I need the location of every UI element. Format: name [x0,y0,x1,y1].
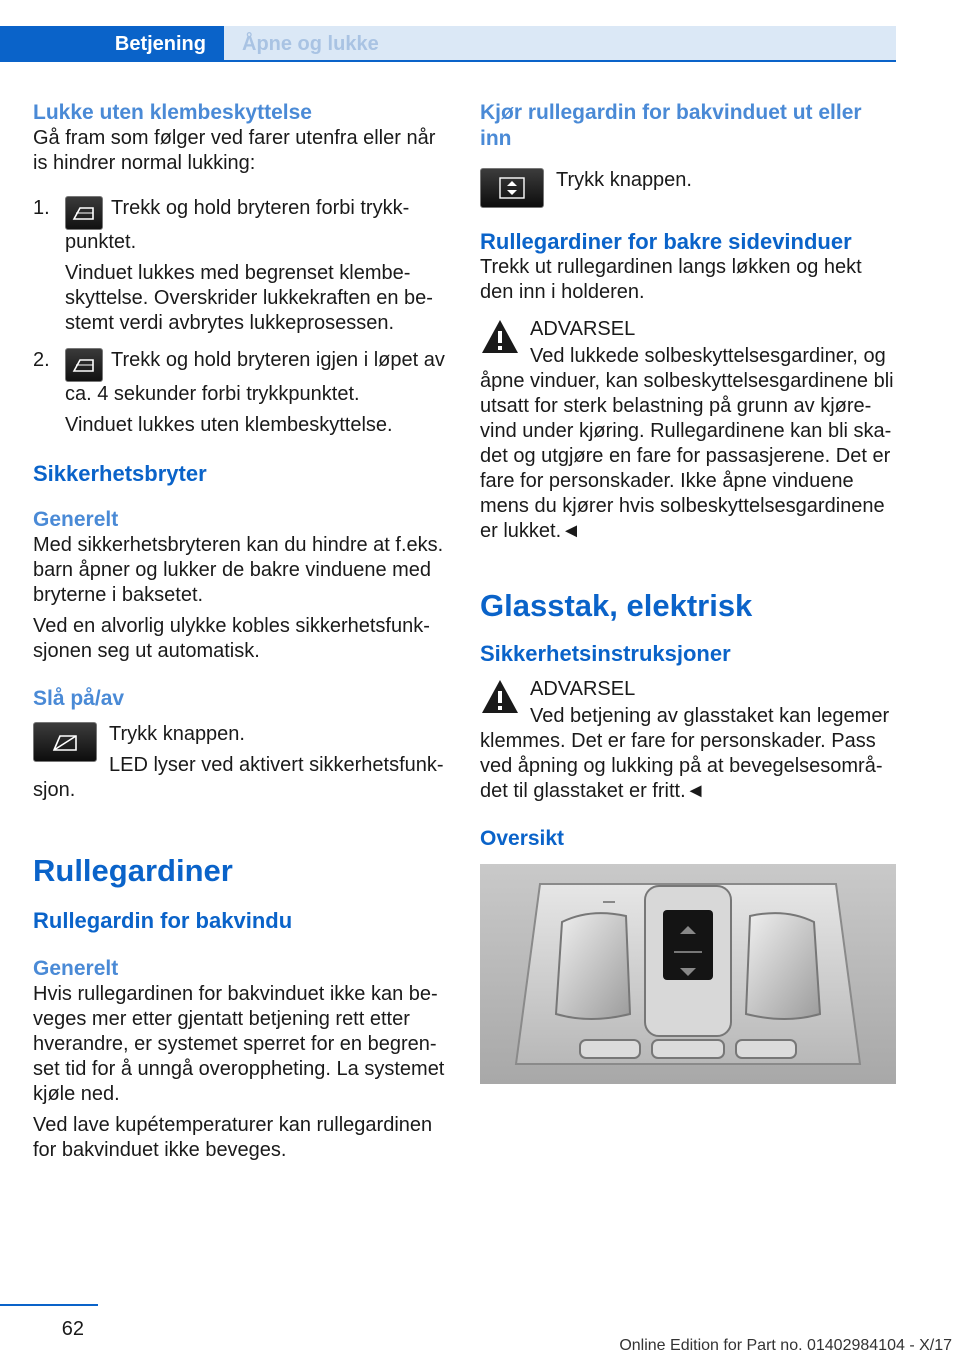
step-subtext: Vinduet lukkes uten klembeskyttelse. [65,414,393,436]
paragraph-lukke-intro: Gå fram som følger ved farer utenfra eller når is hindrer normal lukking: [33,127,436,174]
warning-1 [480,317,896,544]
step-number: 2. [33,349,50,371]
heading-generelt-2: Generelt [33,957,119,980]
rear-blind-button-block [480,168,896,208]
heading-generelt-1: Generelt [33,508,119,531]
glass-roof-switch-photo [480,864,896,1084]
paragraph-sikkerhet-1: Med sikkerhetsbryteren kan du hindre at f.eks. barn åpner og lukker de bakre vinduene med bryterne i baksetet. [33,534,444,606]
rear-blind-switch-icon [480,168,544,208]
heading-slaa-paa-av: Slå på/av [33,687,125,710]
warning-2 [480,677,896,804]
section-tab-aapne-og-lukke: Åpne og lukke [224,26,896,62]
warning-title: ADVARSEL [530,678,636,700]
heading-oversikt: Oversikt [480,827,565,850]
paragraph-sikkerhet-2: Ved en alvorlig ulykke kobles sikkerhetsfunk-sjonen seg ut automatisk. [33,615,430,662]
paragraph-led: LED lyser ved aktivert sikkerhetsfunk-sjon. [33,754,444,801]
step-text: Trekk og hold bryteren forbi trykk-punktet. [65,197,410,253]
window-switch-icon [65,196,103,230]
warning-icon [480,317,520,357]
heading-sikkerhetsinstruksjoner: Sikkerhetsinstruksjoner [480,641,731,666]
safety-switch-icon [33,722,97,762]
step-1 [33,196,449,336]
window-switch-icon [65,348,103,382]
edition-note: Online Edition for Part no. 01402984104 - X/17 [619,1337,952,1354]
step-subtext: Vinduet lukkes med begrenset klembe-skyttelse. Overskrider lukkekraften en be-stemt verdi avbrytes lukkeprosessen. [65,262,433,334]
paragraph-sidevinduer: Trekk ut rullegardinen langs løkken og hekt den inn i holderen. [480,256,862,303]
page-header [0,0,960,62]
paragraph-trykk-knappen-2: Trykk knappen. [556,169,692,191]
warning-title: ADVARSEL [530,318,636,340]
paragraph-rullegardin-2: Ved lave kupétemperaturer kan rullegardinen for bakvinduet ikke beveges. [33,1114,433,1161]
left-column [33,100,449,1169]
heading-rullegardin-bakvindu: Rullegardin for bakvindu [33,908,293,933]
heading-glasstak: Glasstak, elektrisk [480,588,753,623]
safety-switch-block [33,722,449,809]
header-divider [0,60,896,62]
step-text: Trekk og hold bryteren igjen i løpet av ca. 4 sekunder forbi trykkpunktet. [65,349,445,405]
paragraph-trykk-knappen: Trykk knappen. [109,723,245,745]
warning-text: Ved betjening av glasstaket kan legemer klemmes. Det er fare for personskader. Pass ved åpning og lukking på at bevegelsesområ-det til glasstaket er fritt.◄ [480,705,890,802]
right-column [480,100,896,1091]
section-tab-betjening: Betjening [0,26,224,62]
heading-rullegardiner: Rullegardiner [33,853,233,888]
heading-kjor-rullegardin: Kjør rullegardin for bakvinduet ut eller inn [480,101,862,150]
step-number: 1. [33,197,50,219]
footer-divider [0,1304,98,1306]
paragraph-rullegardin-1: Hvis rullegardinen for bakvinduet ikke kan be-veges mer etter gjentatt betjening rett etter hverandre, er systemet sperret for en begren-set tid for å unngå overoppheting. La systemet kjøle ned. [33,983,445,1105]
heading-sikkerhetsbryter: Sikkerhetsbryter [33,461,207,486]
heading-bakre-sidevinduer: Rullegardiner for bakre sidevinduer [480,229,852,254]
heading-lukke-uten-klembeskyttelse: Lukke uten klembeskyttelse [33,101,312,124]
page-number: 62 [61,1318,84,1340]
warning-icon [480,677,520,717]
warning-text: Ved lukkede solbeskyttelsesgardiner, og åpne vinduer, kan solbeskyttelsesgardinene bli utsatt for sterk belastning på grunn av kjøre-vind under kjøring. Rullegardinene kan bli ska-det og utgjøre en fare for passasjerene. Det er fare for personskader. Ikke åpne vinduene mens du kjører hvis solbeskyttelsesgardinene er lukket.◄ [480,345,894,542]
step-2 [33,348,449,438]
